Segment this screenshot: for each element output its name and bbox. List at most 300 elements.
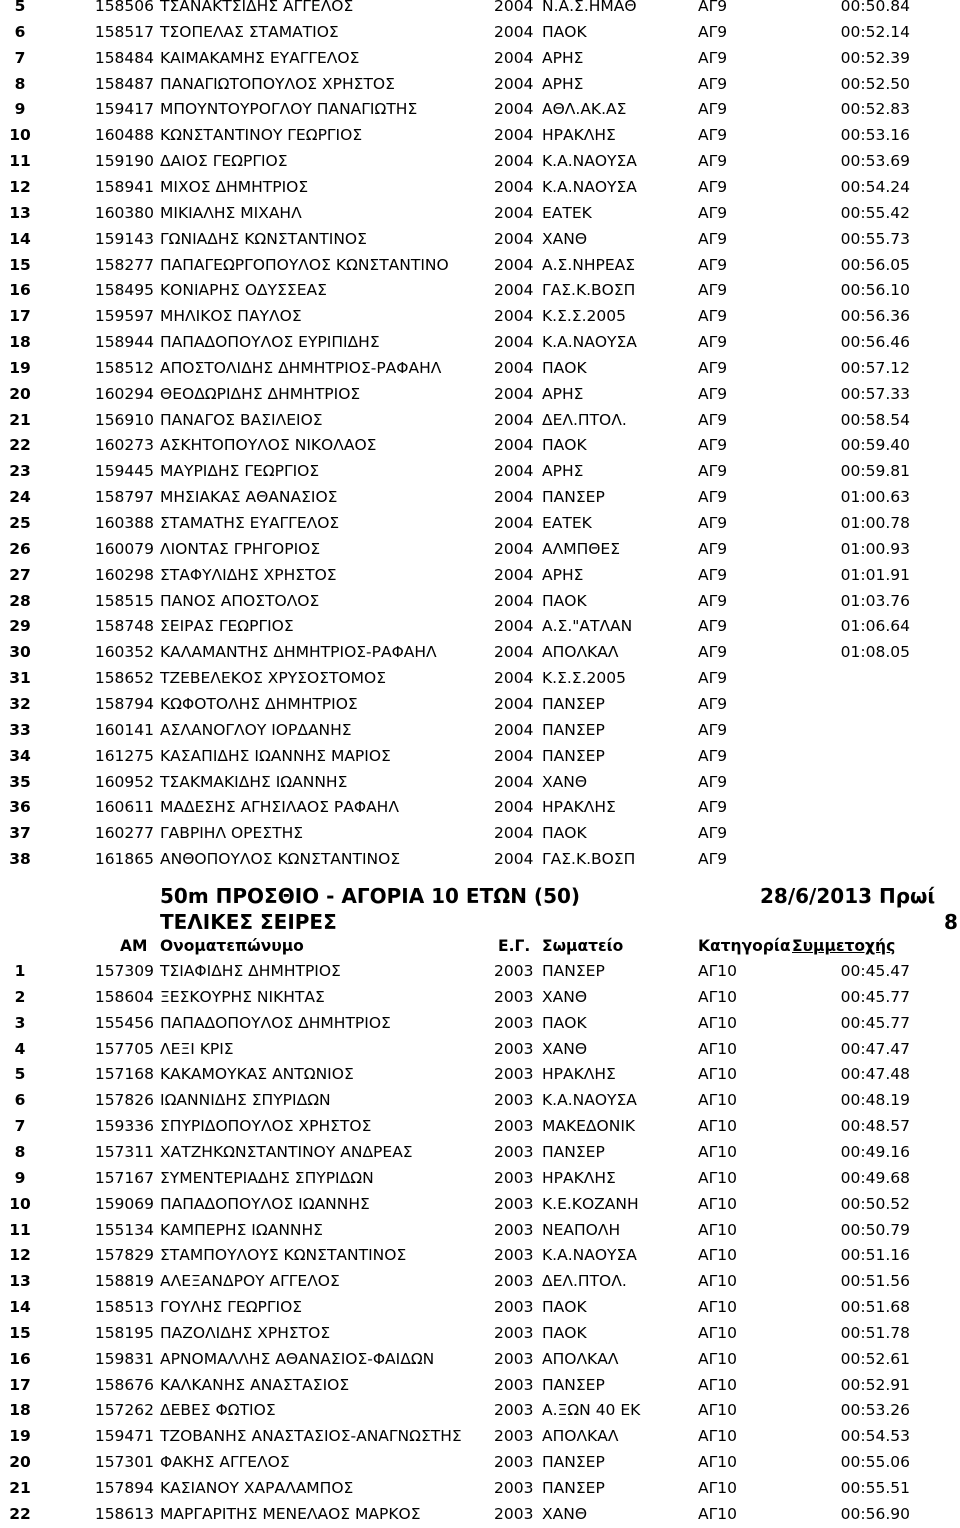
birth-year: 2004 — [494, 694, 534, 713]
athlete-name: ΑΣΚΗΤΟΠΟΥΛΟΣ ΝΙΚΟΛΑΟΣ — [160, 436, 377, 455]
header-year: Ε.Γ. — [498, 937, 531, 955]
athlete-id: 159190 — [94, 152, 154, 171]
table-row — [0, 46, 960, 72]
category: ΑΓ9 — [698, 152, 728, 171]
rank: 32 — [9, 694, 31, 713]
athlete-id: 157829 — [94, 1246, 154, 1265]
athlete-name: ΓΩΝΙΑΔΗΣ ΚΩΝΣΤΑΝΤΙΝΟΣ — [160, 229, 367, 248]
table-row — [0, 149, 960, 175]
athlete-id: 158604 — [94, 987, 154, 1006]
category: ΑΓ9 — [698, 643, 728, 662]
entry-time: 00:59.81 — [840, 462, 910, 481]
rank: 2 — [14, 987, 26, 1006]
birth-year: 2004 — [494, 100, 534, 119]
entry-time: 00:53.16 — [840, 126, 910, 145]
table-row — [0, 0, 960, 20]
entry-time: 00:47.48 — [840, 1065, 910, 1084]
athlete-id: 157301 — [94, 1453, 154, 1472]
category: ΑΓ9 — [698, 565, 728, 584]
rank: 17 — [9, 1375, 31, 1394]
birth-year: 2004 — [494, 617, 534, 636]
club-name: Α.ΞΩΝ 40 ΕΚ — [542, 1401, 641, 1420]
club-name: ΑΠΟΛΚΑΛ — [542, 643, 619, 662]
table-row — [0, 770, 960, 796]
athlete-id: 158487 — [94, 74, 154, 93]
rank: 13 — [9, 203, 31, 222]
birth-year: 2003 — [494, 1194, 534, 1213]
table-row — [0, 959, 960, 985]
rank: 8 — [14, 1142, 26, 1161]
athlete-name: ΜΠΟΥΝΤΟΥΡΟΓΛΟΥ ΠΑΝΑΓΙΩΤΗΣ — [160, 100, 418, 119]
rank: 29 — [9, 617, 31, 636]
table-row — [0, 795, 960, 821]
rank: 7 — [14, 1117, 26, 1136]
header-cat: Κατηγορία — [698, 937, 791, 955]
club-name: Κ.Ε.ΚΟΖΑΝΗ — [542, 1194, 639, 1213]
athlete-id: 157826 — [94, 1091, 154, 1110]
athlete-id: 158944 — [94, 333, 154, 352]
athlete-id: 160273 — [94, 436, 154, 455]
athlete-name: ΓΑΒΡΙΗΛ ΟΡΕΣΤΗΣ — [160, 824, 304, 843]
birth-year: 2003 — [494, 1323, 534, 1342]
club-name: Κ.Α.ΝΑΟΥΣΑ — [542, 177, 637, 196]
category: ΑΓ9 — [698, 0, 728, 15]
table-row — [0, 1476, 960, 1502]
table-row — [0, 1347, 960, 1373]
club-name: ΠΑΝΣΕΡ — [542, 1453, 605, 1472]
club-name: ΕΑΤΕΚ — [542, 514, 592, 532]
entry-time: 00:56.90 — [840, 1504, 910, 1523]
athlete-name: ΚΑΙΜΑΚΑΜΗΣ ΕΥΑΓΓΕΛΟΣ — [160, 48, 360, 67]
category: ΑΓ9 — [698, 591, 728, 610]
athlete-name: ΛΙΟΝΤΑΣ ΓΡΗΓΟΡΙΟΣ — [160, 539, 321, 558]
athlete-name: ΠΑΠΑΔΟΠΟΥΛΟΣ ΔΗΜΗΤΡΙΟΣ — [160, 1013, 391, 1032]
rank: 18 — [9, 333, 31, 352]
rank: 11 — [9, 152, 31, 171]
club-name: ΑΛΜΠΘΕΣ — [542, 539, 621, 558]
club-name: Κ.Α.ΝΑΟΥΣΑ — [542, 333, 637, 352]
athlete-name: ΣΥΜΕΝΤΕΡΙΑΔΗΣ ΣΠΥΡΙΔΩΝ — [160, 1168, 374, 1187]
category: ΑΓ9 — [698, 462, 728, 481]
athlete-id: 157309 — [94, 962, 154, 980]
club-name: ΠΑΝΣΕΡ — [542, 720, 605, 739]
club-name: ΧΑΝΘ — [542, 1504, 588, 1523]
rank: 12 — [9, 1246, 31, 1265]
birth-year: 2003 — [494, 1504, 534, 1523]
header-name: Ονοματεπώνυμο — [160, 937, 304, 955]
rank: 13 — [9, 1272, 31, 1291]
entry-time: 00:55.73 — [840, 229, 910, 248]
athlete-name: ΠΑΖΟΛΙΔΗΣ ΧΡΗΣΤΟΣ — [160, 1323, 331, 1342]
entry-time: 00:49.68 — [840, 1168, 910, 1187]
athlete-name: ΣΠΥΡΙΔΟΠΟΥΛΟΣ ΧΡΗΣΤΟΣ — [160, 1117, 372, 1136]
club-name: ΧΑΝΘ — [542, 1039, 588, 1058]
rank: 10 — [9, 126, 31, 145]
club-name: ΑΡΗΣ — [542, 48, 584, 67]
category: ΑΓ10 — [698, 1065, 737, 1084]
category: ΑΓ9 — [698, 177, 728, 196]
athlete-id: 160352 — [94, 643, 154, 662]
athlete-id: 158676 — [94, 1375, 154, 1394]
birth-year: 2003 — [494, 1168, 534, 1187]
table-row — [0, 614, 960, 640]
club-name: ΠΑΝΣΕΡ — [542, 962, 605, 980]
category: ΑΓ9 — [698, 720, 728, 739]
club-name: ΑΡΗΣ — [542, 384, 584, 403]
table-row — [0, 1321, 960, 1347]
entry-time: 00:56.05 — [840, 255, 910, 274]
category: ΑΓ10 — [698, 1220, 737, 1239]
entry-time: 00:50.79 — [840, 1220, 910, 1239]
entry-time: 00:45.77 — [840, 987, 910, 1006]
club-name: ΑΡΗΣ — [542, 565, 584, 584]
entry-time: 00:52.50 — [840, 74, 910, 93]
athlete-id: 160380 — [94, 203, 154, 222]
athlete-name: ΠΑΝΑΓΙΩΤΟΠΟΥΛΟΣ ΧΡΗΣΤΟΣ — [160, 74, 395, 93]
birth-year: 2003 — [494, 1246, 534, 1265]
table-row — [0, 433, 960, 459]
athlete-name: ΦΑΚΗΣ ΑΓΓΕΛΟΣ — [160, 1453, 290, 1472]
table-row — [0, 1502, 960, 1528]
athlete-id: 158652 — [94, 669, 154, 688]
athlete-id: 158941 — [94, 177, 154, 196]
birth-year: 2004 — [494, 746, 534, 765]
birth-year: 2004 — [494, 22, 534, 41]
category: ΑΓ9 — [698, 74, 728, 93]
table-row — [0, 382, 960, 408]
category: ΑΓ10 — [698, 1039, 737, 1058]
rank: 12 — [9, 177, 31, 196]
table-row — [0, 1243, 960, 1269]
table-row — [0, 1088, 960, 1114]
birth-year: 2004 — [494, 462, 534, 481]
category: ΑΓ10 — [698, 1194, 737, 1213]
club-name: ΓΑΣ.Κ.ΒΟΣΠ — [542, 850, 636, 869]
category: ΑΓ10 — [698, 1453, 737, 1472]
athlete-id: 160488 — [94, 126, 154, 145]
athlete-name: ΓΟΥΛΗΣ ΓΕΩΡΓΙΟΣ — [160, 1298, 303, 1317]
rank: 23 — [9, 462, 31, 481]
category: ΑΓ10 — [698, 1323, 737, 1342]
athlete-name: ΚΟΝΙΑΡΗΣ ΟΔΥΣΣΕΑΣ — [160, 281, 327, 300]
category: ΑΓ10 — [698, 1117, 737, 1136]
athlete-id: 156910 — [94, 410, 154, 429]
club-name: Κ.Α.ΝΑΟΥΣΑ — [542, 1091, 637, 1110]
athlete-name: ΤΣΑΝΑΚΤΣΙΔΗΣ ΑΓΓΕΛΟΣ — [160, 0, 354, 15]
club-name: ΔΕΛ.ΠΤΟΛ. — [542, 1272, 627, 1291]
athlete-name: ΠΑΠΑΓΕΩΡΓΟΠΟΥΛΟΣ ΚΩΝΣΤΑΝΤΙΝΟ — [160, 255, 449, 274]
entry-time: 00:48.19 — [840, 1091, 910, 1110]
category: ΑΓ10 — [698, 987, 737, 1006]
athlete-name: ΚΑΣΙΑΝΟΥ ΧΑΡΑΛΑΜΠΟΣ — [160, 1479, 354, 1497]
athlete-id: 158517 — [94, 22, 154, 41]
birth-year: 2004 — [494, 203, 534, 222]
athlete-name: ΤΣΙΑΦΙΔΗΣ ΔΗΜΗΤΡΙΟΣ — [160, 962, 341, 980]
category: ΑΓ9 — [698, 824, 728, 843]
rank: 6 — [14, 1091, 26, 1110]
entry-time: 00:57.12 — [840, 358, 910, 377]
club-name: Κ.Σ.Σ.2005 — [542, 307, 626, 326]
rank: 33 — [9, 720, 31, 739]
club-name: ΗΡΑΚΛΗΣ — [542, 126, 616, 145]
rank: 14 — [9, 229, 31, 248]
table-row — [0, 1450, 960, 1476]
club-name: ΝΕΑΠΟΛΗ — [542, 1220, 621, 1239]
athlete-name: ΑΣΛΑΝΟΓΛΟΥ ΙΟΡΔΑΝΗΣ — [160, 720, 352, 739]
table-row — [0, 847, 960, 873]
rank: 22 — [9, 436, 31, 455]
category: ΑΓ9 — [698, 22, 728, 41]
birth-year: 2003 — [494, 962, 534, 980]
table-row — [0, 459, 960, 485]
club-name: ΗΡΑΚΛΗΣ — [542, 798, 616, 817]
birth-year: 2004 — [494, 436, 534, 455]
rank: 5 — [14, 0, 26, 15]
club-name: Α.Σ.ΝΗΡΕΑΣ — [542, 255, 636, 274]
athlete-name: ΣΕΙΡΑΣ ΓΕΩΡΓΙΟΣ — [160, 617, 294, 636]
entry-time: 00:52.14 — [840, 22, 910, 41]
category: ΑΓ10 — [698, 962, 737, 980]
rank: 26 — [9, 539, 31, 558]
birth-year: 2004 — [494, 177, 534, 196]
category: ΑΓ10 — [698, 1298, 737, 1317]
athlete-name: ΤΣΟΠΕΛΑΣ ΣΤΑΜΑΤΙΟΣ — [160, 22, 339, 41]
athlete-name: ΚΑΜΠΕΡΗΣ ΙΩΑΝΝΗΣ — [160, 1220, 323, 1239]
athlete-name: ΠΑΝΟΣ ΑΠΟΣΤΟΛΟΣ — [160, 591, 320, 610]
athlete-id: 157705 — [94, 1039, 154, 1058]
athlete-id: 159445 — [94, 462, 154, 481]
category: ΑΓ10 — [698, 1504, 737, 1523]
athlete-id: 158484 — [94, 48, 154, 67]
table-row — [0, 1218, 960, 1244]
rank: 15 — [9, 1323, 31, 1342]
birth-year: 2003 — [494, 1349, 534, 1368]
athlete-name: ΣΤΑΜΑΤΗΣ ΕΥΑΓΓΕΛΟΣ — [160, 514, 340, 532]
header-am: ΑΜ — [120, 937, 148, 955]
entry-time: 01:03.76 — [840, 591, 910, 610]
athlete-name: ΔΕΒΕΣ ΦΩΤΙΟΣ — [160, 1401, 276, 1420]
club-name: ΠΑΝΣΕΡ — [542, 1375, 605, 1394]
athlete-name: ΠΑΠΑΔΟΠΟΥΛΟΣ ΙΩΑΝΝΗΣ — [160, 1194, 370, 1213]
athlete-id: 158512 — [94, 358, 154, 377]
entry-time: 00:55.51 — [840, 1479, 910, 1497]
athlete-id: 158506 — [94, 0, 154, 15]
athlete-id: 157894 — [94, 1479, 154, 1497]
athlete-name: ΙΩΑΝΝΙΔΗΣ ΣΠΥΡΙΔΩΝ — [160, 1091, 331, 1110]
table-row — [0, 718, 960, 744]
entry-time: 00:49.16 — [840, 1142, 910, 1161]
rank: 6 — [14, 22, 26, 41]
entry-time: 00:50.52 — [840, 1194, 910, 1213]
athlete-id: 160298 — [94, 565, 154, 584]
rank: 16 — [9, 1349, 31, 1368]
club-name: ΠΑΟΚ — [542, 436, 587, 455]
rank: 38 — [9, 850, 31, 869]
athlete-id: 158195 — [94, 1323, 154, 1342]
athlete-name: ΜΙΚΙΑΛΗΣ ΜΙΧΑΗΛ — [160, 203, 302, 222]
rank: 9 — [14, 1168, 26, 1187]
event-date: 28/6/2013 Πρωί — [760, 884, 936, 908]
table-row — [0, 589, 960, 615]
athlete-name: ΠΑΠΑΔΟΠΟΥΛΟΣ ΕΥΡΙΠΙΔΗΣ — [160, 333, 380, 352]
birth-year: 2003 — [494, 1091, 534, 1110]
category: ΑΓ9 — [698, 255, 728, 274]
table-row — [0, 330, 960, 356]
rank: 3 — [14, 1013, 26, 1032]
category: ΑΓ10 — [698, 1272, 737, 1291]
birth-year: 2003 — [494, 1142, 534, 1161]
rank: 16 — [9, 281, 31, 300]
rank: 4 — [14, 1039, 26, 1058]
birth-year: 2004 — [494, 307, 534, 326]
entry-time: 01:00.78 — [840, 514, 910, 532]
athlete-id: 161865 — [94, 850, 154, 869]
entry-time: 00:47.47 — [840, 1039, 910, 1058]
entry-time: 00:51.16 — [840, 1246, 910, 1265]
birth-year: 2003 — [494, 1453, 534, 1472]
birth-year: 2004 — [494, 126, 534, 145]
rank: 37 — [9, 824, 31, 843]
athlete-id: 159831 — [94, 1349, 154, 1368]
athlete-name: ΤΖΕΒΕΛΕΚΟΣ ΧΡΥΣΟΣΤΟΜΟΣ — [160, 669, 387, 688]
entry-time: 00:56.10 — [840, 281, 910, 300]
rank: 9 — [14, 100, 26, 119]
birth-year: 2004 — [494, 565, 534, 584]
rank: 21 — [9, 410, 31, 429]
table-row — [0, 278, 960, 304]
entry-time: 01:00.93 — [840, 539, 910, 558]
table-row — [0, 1373, 960, 1399]
athlete-name: ΞΕΣΚΟΥΡΗΣ ΝΙΚΗΤΑΣ — [160, 987, 325, 1006]
athlete-name: ΜΗΣΙΑΚΑΣ ΑΘΑΝΑΣΙΟΣ — [160, 488, 338, 507]
participants-count: 8 — [944, 910, 958, 934]
category: ΑΓ10 — [698, 1246, 737, 1265]
category: ΑΓ9 — [698, 410, 728, 429]
category: ΑΓ10 — [698, 1091, 737, 1110]
category: ΑΓ9 — [698, 850, 728, 869]
birth-year: 2003 — [494, 987, 534, 1006]
club-name: ΠΑΟΚ — [542, 22, 587, 41]
table-row — [0, 1192, 960, 1218]
athlete-id: 158613 — [94, 1504, 154, 1523]
table-row — [0, 511, 960, 537]
rank: 21 — [9, 1479, 31, 1497]
club-name: ΔΕΛ.ΠΤΟΛ. — [542, 410, 627, 429]
table-row — [0, 485, 960, 511]
club-name: ΠΑΝΣΕΡ — [542, 1479, 605, 1497]
category: ΑΓ9 — [698, 488, 728, 507]
category: ΑΓ9 — [698, 514, 728, 532]
athlete-id: 158277 — [94, 255, 154, 274]
athlete-name: ΜΑΔΕΣΗΣ ΑΓΗΣΙΛΑΟΣ ΡΑΦΑΗΛ — [160, 798, 399, 817]
rank: 19 — [9, 358, 31, 377]
club-name: ΑΠΟΛΚΑΛ — [542, 1349, 619, 1368]
club-name: ΓΑΣ.Κ.ΒΟΣΠ — [542, 281, 636, 300]
entry-time: 00:54.24 — [840, 177, 910, 196]
club-name: ΠΑΝΣΕΡ — [542, 746, 605, 765]
event-title: 50m ΠΡΟΣΘΙΟ - ΑΓΟΡΙΑ 10 ΕΤΩΝ (50) — [160, 884, 581, 908]
category: ΑΓ9 — [698, 436, 728, 455]
club-name: ΑΡΗΣ — [542, 462, 584, 481]
athlete-name: ΠΑΝΑΓΟΣ ΒΑΣΙΛΕΙΟΣ — [160, 410, 323, 429]
rank: 24 — [9, 488, 31, 507]
athlete-id: 155456 — [94, 1013, 154, 1032]
table-row — [0, 175, 960, 201]
rank: 7 — [14, 48, 26, 67]
entry-time: 00:45.77 — [840, 1013, 910, 1032]
athlete-name: ΚΑΛΑΜΑΝΤΗΣ ΔΗΜΗΤΡΙΟΣ-ΡΑΦΑΗΛ — [160, 643, 437, 662]
athlete-name: ΑΝΘΟΠΟΥΛΟΣ ΚΩΝΣΤΑΝΤΙΝΟΣ — [160, 850, 401, 869]
birth-year: 2004 — [494, 798, 534, 817]
athlete-name: ΜΙΧΟΣ ΔΗΜΗΤΡΙΟΣ — [160, 177, 309, 196]
category: ΑΓ9 — [698, 358, 728, 377]
club-name: ΗΡΑΚΛΗΣ — [542, 1168, 616, 1187]
table-row — [0, 1295, 960, 1321]
birth-year: 2004 — [494, 48, 534, 67]
athlete-name: ΧΑΤΖΗΚΩΝΣΤΑΝΤΙΝΟΥ ΑΝΔΡΕΑΣ — [160, 1142, 413, 1161]
rank: 35 — [9, 772, 31, 791]
category: ΑΓ9 — [698, 694, 728, 713]
athlete-name: ΔΑΙΟΣ ΓΕΩΡΓΙΟΣ — [160, 152, 288, 171]
birth-year: 2004 — [494, 514, 534, 532]
birth-year: 2004 — [494, 255, 534, 274]
athlete-id: 158794 — [94, 694, 154, 713]
athlete-name: ΘΕΟΔΩΡΙΔΗΣ ΔΗΜΗΤΡΙΟΣ — [160, 384, 361, 403]
table-row — [0, 1140, 960, 1166]
athlete-name: ΚΑΚΑΜΟΥΚΑΣ ΑΝΤΩΝΙΟΣ — [160, 1065, 354, 1084]
athlete-id: 160388 — [94, 514, 154, 532]
athlete-id: 158495 — [94, 281, 154, 300]
birth-year: 2003 — [494, 1039, 534, 1058]
category: ΑΓ9 — [698, 746, 728, 765]
entry-time: 01:06.64 — [840, 617, 910, 636]
header-time: Συμμετοχής — [792, 937, 896, 955]
birth-year: 2004 — [494, 152, 534, 171]
birth-year: 2003 — [494, 1479, 534, 1497]
club-name: ΠΑΝΣΕΡ — [542, 694, 605, 713]
athlete-id: 159471 — [94, 1427, 154, 1446]
category: ΑΓ10 — [698, 1401, 737, 1420]
birth-year: 2004 — [494, 384, 534, 403]
category: ΑΓ9 — [698, 48, 728, 67]
athlete-name: ΣΤΑΜΠΟΥΛΟΥΣ ΚΩΝΣΤΑΝΤΙΝΟΣ — [160, 1246, 407, 1265]
birth-year: 2004 — [494, 358, 534, 377]
table-row — [0, 201, 960, 227]
birth-year: 2004 — [494, 0, 534, 15]
table-row — [0, 72, 960, 98]
table-row — [0, 692, 960, 718]
category: ΑΓ9 — [698, 772, 728, 791]
birth-year: 2004 — [494, 333, 534, 352]
birth-year: 2003 — [494, 1220, 534, 1239]
birth-year: 2004 — [494, 720, 534, 739]
category: ΑΓ10 — [698, 1349, 737, 1368]
table-row — [0, 408, 960, 434]
category: ΑΓ9 — [698, 798, 728, 817]
club-name: Κ.Σ.Σ.2005 — [542, 669, 626, 688]
event-title-row — [0, 884, 960, 912]
table-row — [0, 744, 960, 770]
club-name: ΕΑΤΕΚ — [542, 203, 592, 222]
athlete-id: 157311 — [94, 1142, 154, 1161]
athlete-name: ΚΩΝΣΤΑΝΤΙΝΟΥ ΓΕΩΡΓΙΟΣ — [160, 126, 363, 145]
athlete-id: 159597 — [94, 307, 154, 326]
entry-time: 00:50.84 — [840, 0, 910, 15]
athlete-id: 158819 — [94, 1272, 154, 1291]
athlete-id: 160277 — [94, 824, 154, 843]
athlete-id: 157262 — [94, 1401, 154, 1420]
athlete-name: ΤΣΑΚΜΑΚΙΔΗΣ ΙΩΑΝΝΗΣ — [160, 772, 348, 791]
